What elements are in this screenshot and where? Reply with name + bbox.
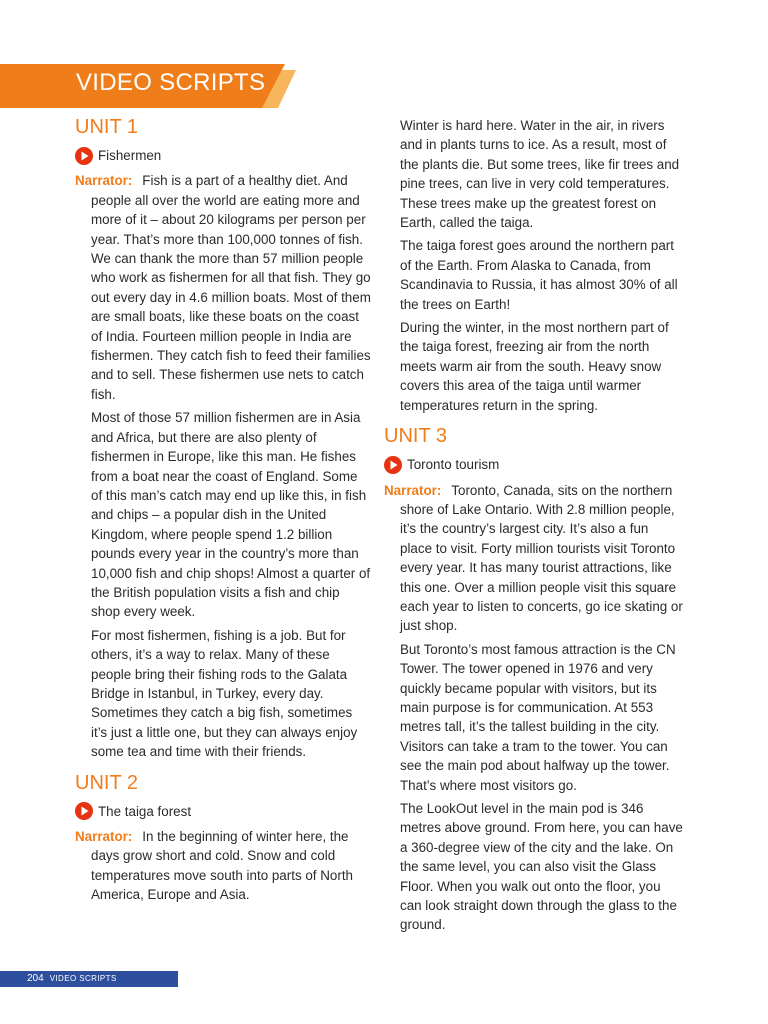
right-column [384,116,684,939]
paragraph: Winter is hard here. Water in the air, in rivers and in plants turns to ice. As a result, most of the plants die. But some trees, like fir trees and pine trees, can live in very cold temperatures. These trees make up the greatest forest on Earth, called the taiga. [400,118,680,231]
video-link[interactable] [75,146,371,165]
unit-title: UNIT 3 [384,425,447,448]
page-number: 204 [27,973,44,984]
play-icon[interactable] [75,147,93,165]
header-banner [0,64,300,108]
paragraph [384,481,684,636]
page-title: VIDEO SCRIPTS [76,69,266,96]
video-link[interactable] [384,455,684,474]
video-title: Toronto tourism [407,457,500,473]
play-icon[interactable] [384,456,402,474]
paragraph: But Toronto’s most famous attraction is the CN Tower. The tower opened in 1976 and very quickly became popular with visitors, but its main purpose is for communication. At 553 metres tall, it’s the tallest building in the city. Visitors can take a tram to the tower. You can see the main pod about halfway up the tower. That’s where most visitors go. [400,641,676,793]
video-link[interactable] [75,802,371,821]
paragraph [75,827,371,905]
narrator-label: Narrator: [75,173,133,189]
paragraph: Most of those 57 million fishermen are in Asia and Africa, but there are also plenty of fishermen in Europe, like this man. He fishes from a boat near the coast of England. Some of this man’s catch may end up like this, in fish and chips – a popular dish in the United Kingdom, where people spend 1.2 billion pounds every year in the country’s more than 10,000 fish and chip shops! Almost a quarter of the British population visits a fish and chip shop every week. [91,410,371,620]
narrator-label: Narrator: [75,829,133,844]
video-title: Fishermen [98,148,162,163]
paragraph-text: Toronto, Canada, sits on the northern shore of Lake Ontario. With 2.8 million people, it’s the country’s largest city. It’s also a fun place to visit. Forty million tourists visit Toronto every year. It has many tourist attractions, like this one. Over a million people visit this square each year to listen to concerts, go ice skating or just shop. [400,482,683,634]
paragraph: During the winter, in the most northern part of the taiga forest, freezing air from the north meets warm air from the south. Heavy snow covers this area of the taiga until warmer temperatures return in the spring. [400,320,669,413]
unit-title: UNIT 1 [75,116,138,138]
page-footer [0,971,178,987]
paragraph: For most fishermen, fishing is a job. But for others, it’s a way to relax. Many of these people bring their fishing rods to the Galata Bridge in Istanbul, in Turkey, every day. Sometimes they catch a big fish, sometimes it’s just a little one, but they can always enjoy some tea and time with their friends. [91,627,358,760]
paragraph-text: Fish is a part of a healthy diet. And people all over the world are eating more and more of it – about 20 kilograms per person per year. That’s more than 100,000 tonnes of fish. We can thank the more than 57 million people who work as fishermen for all that fish. They go out every day in 4.6 million boats. Most of them are small boats, like these boats on the coast of India. Fourteen million people in India are fishermen. They catch fish to feed their families and to sell. These fishermen use nets to catch fish. [91,173,371,402]
paragraph-text: In the beginning of winter here, the days grow short and cold. Snow and cold temperatures move south into parts of North America, Europe and Asia. [91,829,353,903]
narrator-label: Narrator: [384,482,442,498]
left-column [75,114,371,909]
paragraph [75,171,371,404]
footer-label: VIDEO SCRIPTS [49,974,117,983]
paragraph: The LookOut level in the main pod is 346 metres above ground. From here, you can have a 360-degree view of the city and the lake. On the same level, you can also visit the Glass Floor. When you walk out onto the floor, you can look straight down through the glass to the ground. [400,801,683,933]
video-title: The taiga forest [98,803,192,819]
play-icon[interactable] [75,802,93,820]
unit-title: UNIT 2 [75,771,138,794]
paragraph: The taiga forest goes around the northern part of the Earth. From Alaska to Canada, from Scandinavia to Russia, it has almost 30% of all the trees on Earth! [400,238,678,312]
